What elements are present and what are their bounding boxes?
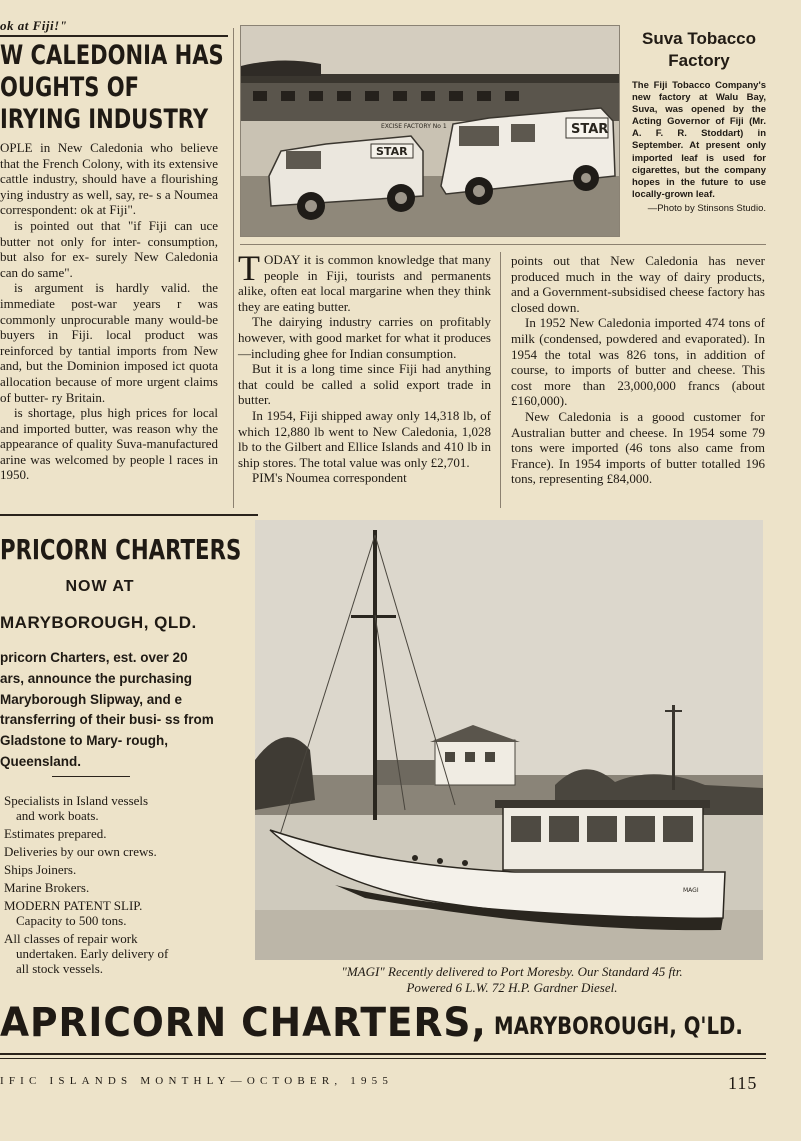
left-paragraph-3: is argument is hardly valid. the immediate post-war years r was commonly unprocurable many would-be buyers in Fiji. local product was reinforced by tantial imports from New and, but the Dominion imposed ict quota allocation because of more urgent claims of butter- ry Britain. bbox=[0, 280, 218, 405]
middle-paragraph-4: In 1954, Fiji shipped away only 14,318 lb, of which 12,880 lb went to New Caledonia, 1,028 lb to the Gilbert and Ellice Islands and 410 lb in ship stores. The total value was only £2,701. bbox=[238, 407, 491, 470]
kicker bbox=[0, 18, 150, 34]
service-item-6-line-1: MODERN PATENT SLIP. bbox=[4, 898, 143, 913]
service-item-5 bbox=[4, 880, 218, 895]
advert-intro: pricorn Charters, est. over 20 ars, announce the purchasing Maryborough Slipway, and e transferring of their busi- ss from Gladstone to Mary- rough, Queensland. bbox=[0, 650, 214, 769]
service-item-5-line-1: Marine Brokers. bbox=[4, 880, 90, 895]
boat-photo bbox=[255, 520, 763, 960]
right-paragraph-3: New Caledonia is a goood customer for Australian butter and cheese. In 1954 some 79 tons were imported (46 tons also came from France). In 1954 imports of butter totalled 196 tons, representing £84,000. bbox=[511, 408, 765, 487]
kicker-text: ok at Fiji!" bbox=[0, 18, 68, 33]
service-item-1-line-2: and work boats. bbox=[16, 808, 99, 823]
middle-paragraph-2: The dairying industry carries on profitably however, with good market for what it produces—including ghee for Indian consumption. bbox=[238, 314, 491, 361]
photo-caption-body: The Fiji Tobacco Company's new factory at Walu Bay, Suva, was opened by the Acting Governor of Fiji (Mr. A. F. R. Stoddart) in September. At present only imported leaf is used for cigarettes, but the company hopes in the future to use locally-grown leaf. bbox=[632, 80, 766, 200]
middle-column-article bbox=[238, 248, 491, 486]
factory-sign: EXCISE FACTORY No 1 bbox=[381, 123, 447, 130]
boat-caption bbox=[262, 964, 762, 996]
advert-banner bbox=[0, 1000, 770, 1050]
advert-location: MARYBOROUGH, QLD. bbox=[0, 613, 197, 632]
service-item-1-line-1: Specialists in Island vessels bbox=[4, 793, 149, 808]
drop-cap: T bbox=[238, 248, 260, 288]
footer-rule-thin bbox=[0, 1058, 766, 1059]
right-paragraph-2: In 1952 New Caledonia imported 474 tons of milk (condensed, powdered and evaporated). In 1954 the total was 826 tons, in addition of course, to imports of butter and cheese. This cost more than 23,000,000 francs (about £160,000). bbox=[511, 315, 765, 409]
running-footer bbox=[0, 1075, 460, 1087]
advert-top-rule bbox=[0, 514, 258, 516]
right-paragraph-1: points out that New Caledonia has never produced much in the way of dairy products, and a Government-subsidised cheese factory has closed down. bbox=[511, 253, 765, 315]
van-right-logo: STAR bbox=[571, 122, 609, 137]
van-left-logo: STAR bbox=[376, 145, 408, 158]
advert-text-block bbox=[0, 532, 240, 773]
service-item-2-line-1: Estimates prepared. bbox=[4, 826, 107, 841]
banner-place: MARYBOROUGH, Q'LD. bbox=[494, 1012, 743, 1040]
middle-paragraph-5: PIM's Noumea correspondent bbox=[252, 470, 407, 486]
headline-line-1: W CALEDONIA HAS bbox=[0, 40, 224, 71]
rule-under-photo bbox=[240, 244, 766, 245]
factory-photo bbox=[240, 25, 620, 237]
service-item-2 bbox=[4, 826, 218, 841]
advert-heading: PRICORN CHARTERS bbox=[0, 533, 242, 566]
advert-services-list bbox=[4, 793, 218, 979]
headline-line-3: IRYING INDUSTRY bbox=[0, 104, 209, 135]
kicker-rule bbox=[0, 35, 228, 37]
service-item-7-line-3: all stock vessels. bbox=[16, 961, 104, 976]
service-item-6-line-2: Capacity to 500 tons. bbox=[16, 913, 127, 928]
service-item-6 bbox=[4, 898, 218, 928]
column-divider-middle bbox=[500, 252, 501, 508]
page-number: 115 bbox=[728, 1073, 758, 1093]
boat-caption-line-2: Powered 6 L.W. 72 H.P. Gardner Diesel. bbox=[406, 980, 618, 995]
boat-name-on-hull: MAGI bbox=[683, 887, 699, 894]
service-item-7-line-1: All classes of repair work bbox=[4, 931, 138, 946]
middle-paragraph-1-text: ODAY it is common knowledge that many people in Fiji, tourists and permanents alike, often eat local margarine when they think they are eating butter. bbox=[238, 252, 491, 314]
service-item-7-line-2: undertaken. Early delivery of bbox=[16, 946, 169, 961]
service-item-7 bbox=[4, 931, 218, 976]
service-item-3-line-1: Deliveries by our own crews. bbox=[4, 844, 157, 859]
middle-paragraph-3: But it is a long time since Fiji had anything that could be called a solid export trade in butter. bbox=[238, 361, 491, 408]
service-item-4-line-1: Ships Joiners. bbox=[4, 862, 77, 877]
left-paragraph-1: OPLE in New Caledonia who believe that the French Colony, with its extensive cattle industry, should have a flourishing ying industry as well, say, re- s a Noumea correspondent: ok at Fiji". bbox=[0, 140, 218, 218]
advert-subheading: NOW AT bbox=[65, 578, 135, 595]
left-paragraph-2: is pointed out that "if Fiji can uce butter not only for inter- consumption, but also for ex- surely New Caledonia can do same". bbox=[0, 217, 218, 280]
left-paragraph-4: is shortage, plus high prices for local and imported butter, was reason why the appearance of quality Suva-manufactured arine was welcomed by people l races in 1950. bbox=[0, 405, 218, 483]
service-item-4 bbox=[4, 862, 218, 877]
middle-paragraph-1 bbox=[238, 248, 491, 314]
photo-caption-title: Suva Tobacco Factory bbox=[642, 29, 756, 70]
boat-photo-illustration bbox=[255, 520, 763, 960]
column-divider-left bbox=[233, 28, 234, 508]
right-column-article bbox=[511, 253, 765, 487]
service-item-1 bbox=[4, 793, 218, 823]
factory-photo-illustration bbox=[241, 26, 619, 236]
running-title: IFIC ISLANDS MONTHLY—OCTOBER, 1955 bbox=[0, 1075, 394, 1087]
photo-caption bbox=[632, 28, 766, 215]
headline-line-2: OUGHTS OF bbox=[0, 72, 140, 103]
photo-credit: —Photo by Stinsons Studio. bbox=[647, 202, 766, 214]
footer-rule-thick bbox=[0, 1053, 766, 1055]
service-item-3 bbox=[4, 844, 218, 859]
headline bbox=[0, 40, 232, 136]
advert-mid-rule bbox=[52, 776, 130, 777]
left-column-article bbox=[0, 140, 218, 483]
boat-caption-line-1: "MAGI" Recently delivered to Port Moresby. Our Standard 45 ftr. bbox=[341, 964, 683, 979]
banner-name: APRICORN CHARTERS, bbox=[0, 1000, 487, 1046]
